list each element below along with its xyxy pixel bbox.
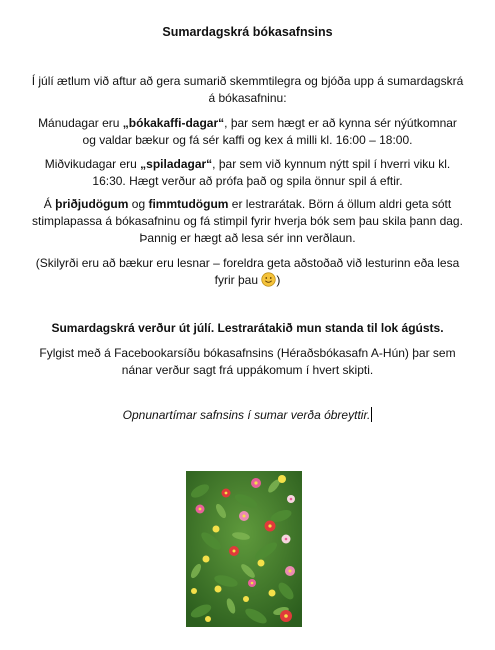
conditions-paragraph xyxy=(30,255,465,289)
opening-hours-text: Opnunartímar safnsins í sumar verða óbreyttir. xyxy=(122,408,371,422)
wednesday-text-post: , þar sem við kynnum nýtt spil í hverri viku kl. 16:30. Hægt verður að prófa það og spila önnur spil á eftir. xyxy=(92,157,451,188)
text-cursor xyxy=(371,407,372,422)
monday-text-pre: Mánudagar eru xyxy=(38,116,123,130)
tuesday-thursday-paragraph xyxy=(30,196,465,247)
tt-text-pre: Á xyxy=(43,197,56,211)
summary-paragraph: Sumardagskrá verður út júlí. Lestrarátakið mun standa til lok ágústs. xyxy=(51,321,444,335)
tt-text-post: er lestrarátak. Börn á öllum aldri geta sótt stimplapassa á bókasafninu og fá stimpil fyrir hverja bók sem þau skila þann dag. Þannig er hægt að lesa sér inn verðlaun. xyxy=(32,197,463,245)
wednesday-paragraph xyxy=(30,156,465,190)
conditions-text-pre: (Skilyrði eru að bækur eru lesnar – foreldra geta aðstoðað við lesturinn eða lesa fyrir þau xyxy=(35,256,460,287)
monday-paragraph xyxy=(30,115,465,149)
intro-paragraph: Í júlí ætlum við aftur að gera sumarið skemmtilegra og bjóða upp á sumardagskrá á bókasafninu: xyxy=(31,74,464,105)
tt-text-mid: og xyxy=(128,197,149,211)
smiley-face-icon xyxy=(261,272,276,287)
wednesday-bold: „spiladagar“ xyxy=(140,157,213,171)
monday-text-post: , þar sem hægt er að kynna sér nýútkomnar og valdar bækur og fá sér kaffi og kex á milli kl. 16:00 – 18:00. xyxy=(82,116,457,147)
thursday-bold: fimmtudögum xyxy=(148,197,229,211)
opening-hours-paragraph xyxy=(30,407,465,424)
conditions-text-post: ) xyxy=(276,273,281,287)
facebook-paragraph: Fylgist með á Facebookarsíðu bókasafnsins (Héraðsbókasafn A-Hún) þar sem nánar verður sagt frá uppákomum í hvert skipti. xyxy=(39,346,456,377)
monday-bold: „bókakaffi-dagar“ xyxy=(122,116,225,130)
wednesday-text-pre: Miðvikudagar eru xyxy=(44,157,141,171)
document-title: Sumardagskrá bókasafnsins xyxy=(162,25,333,39)
tuesday-bold: þriðjudögum xyxy=(55,197,129,211)
flower-photo xyxy=(186,471,302,627)
